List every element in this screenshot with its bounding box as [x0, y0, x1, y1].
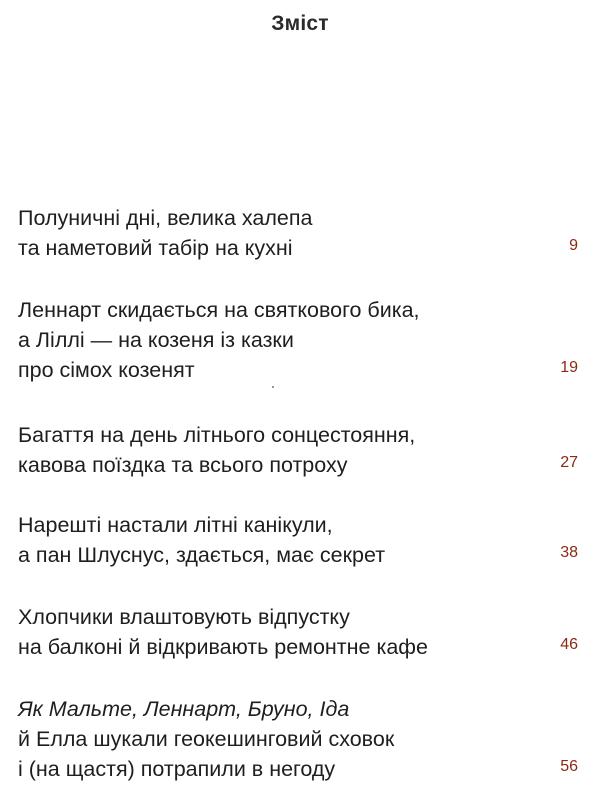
entry-title-line: кавова поїздка та всього потроху: [18, 453, 348, 477]
toc-entry[interactable]: [18, 295, 578, 385]
entry-title-line: на балконі й відкривають ремонтне кафе: [18, 635, 428, 659]
page-number: 27: [560, 454, 578, 471]
page-number: 9: [569, 237, 578, 254]
toc-entry[interactable]: [18, 510, 578, 570]
page-title: Зміст: [271, 12, 329, 35]
entry-title-line: а Ліллі — на козеня із казки: [18, 328, 294, 352]
toc-entry[interactable]: [18, 203, 578, 263]
entry-title-line: Полуничні дні, велика халепа: [18, 206, 313, 230]
entry-title-line: Багаття на день літнього сонцестояння,: [18, 423, 416, 447]
entry-title-line: Як Мальте, Леннарт, Бруно, Іда: [18, 697, 350, 721]
entry-title-line: й Елла шукали геокешинговий сховок: [18, 727, 395, 751]
entry-title-line: Леннарт скидається на святкового бика,: [18, 298, 420, 322]
entry-title-line: і (на щастя) потрапили в негоду: [18, 757, 336, 781]
page-number: 46: [560, 636, 578, 653]
entry-title-line: Хлопчики влаштовують відпустку: [18, 605, 350, 629]
toc-entry[interactable]: [18, 602, 578, 662]
toc-entry[interactable]: [18, 420, 578, 480]
entry-title-line: та наметовий табір на кухні: [18, 236, 293, 260]
print-speck: [272, 386, 274, 388]
page-number: 56: [560, 758, 578, 775]
entry-title-line: про сімох козенят: [18, 358, 195, 382]
page-number: 38: [560, 544, 578, 561]
toc-entry[interactable]: [18, 694, 578, 784]
entry-title-line: а пан Шлуснус, здається, має секрет: [18, 543, 386, 567]
page-number: 19: [560, 359, 578, 376]
entry-title-line: Нарешті настали літні канікули,: [18, 513, 333, 537]
